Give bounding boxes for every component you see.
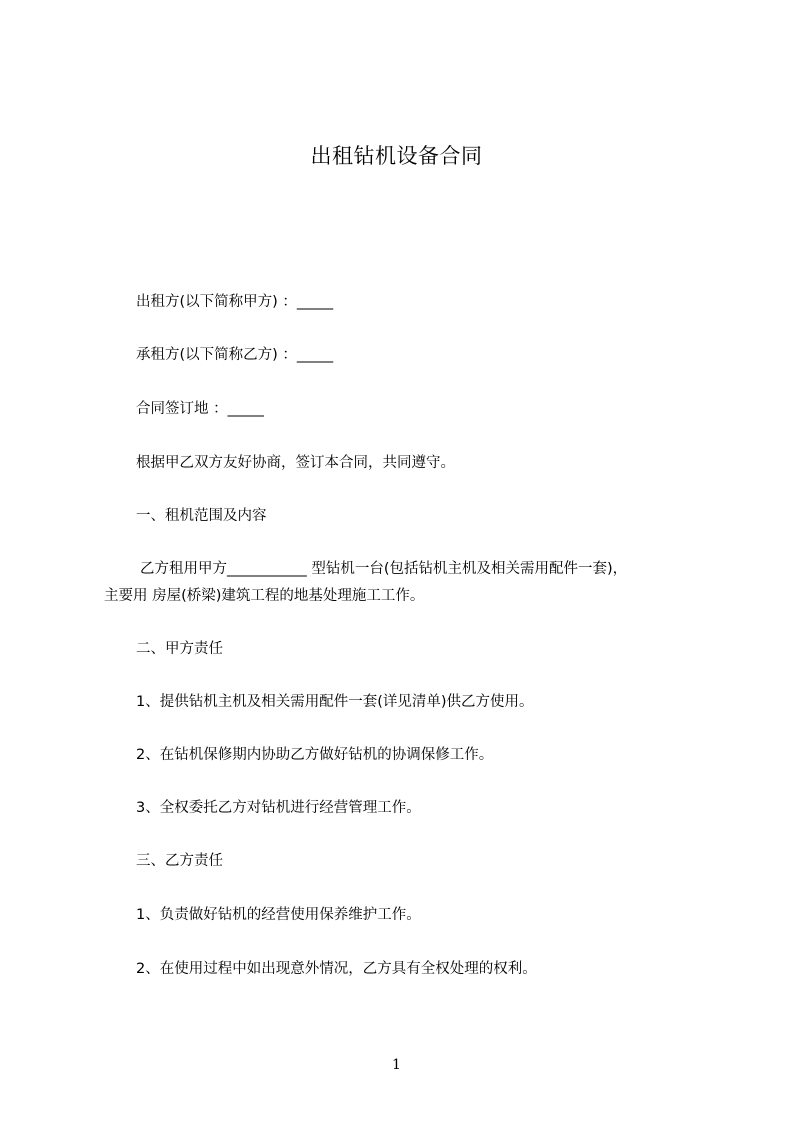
section3-item: 1、负责做好钻机的经营使用保养维护工作。 <box>136 907 421 923</box>
section1-paragraph-line1: 乙方租用甲方___________ 型钻机一台(包括钻机主机及相关需用配件一套)， <box>140 561 628 577</box>
section2-item: 3、全权委托乙方对钻机进行经营管理工作。 <box>136 800 421 816</box>
section3-item: 2、在使用过程中如出现意外情况，乙方具有全权处理的权利。 <box>136 961 537 977</box>
page-number: 1 <box>392 1057 401 1073</box>
section1-heading: 一、租机范围及内容 <box>136 508 267 524</box>
lessee-line: 承租方(以下简称乙方) ：_____ <box>136 347 334 363</box>
section2-heading: 二、甲方责任 <box>136 641 223 657</box>
section2-item: 1、提供钻机主机及相关需用配件一套(详见清单)供乙方使用。 <box>136 694 534 710</box>
lessor-line: 出租方(以下简称甲方) ：_____ <box>136 294 334 310</box>
signing-place-line: 合同签订地 ：_____ <box>136 401 264 417</box>
document-title: 出租钻机设备合同 <box>310 144 483 168</box>
intro-paragraph: 根据甲乙双方友好协商，签订本合同，共同遵守。 <box>136 455 455 471</box>
section3-heading: 三、乙方责任 <box>136 853 223 869</box>
section1-paragraph-line2: 主要用 房屋(桥梁)建筑工程的地基处理施工工作。 <box>104 588 425 604</box>
section2-item: 2、在钻机保修期内协助乙方做好钻机的协调保修工作。 <box>136 747 494 763</box>
